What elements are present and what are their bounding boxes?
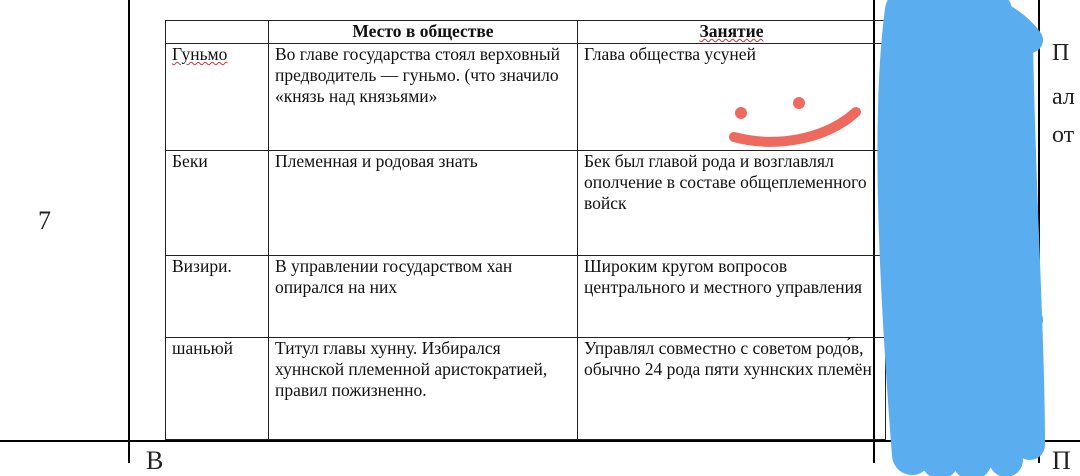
cell-name-text: Гуньмо xyxy=(172,44,228,64)
cell-place: Титул главы хунну. Избирался хуннской племенной аристократией, правил пожизненно. xyxy=(269,338,578,440)
right-fragment-1: П xyxy=(1052,40,1070,66)
bottom-fragment-2: П xyxy=(1052,446,1071,475)
bottom-fragment-1: В xyxy=(146,446,164,475)
cell-place: В управлении государством хан опирался на них xyxy=(269,256,578,338)
blue-scribble xyxy=(897,5,1030,460)
cell-role: Широким кругом вопросов центрального и местного управления xyxy=(578,256,886,338)
cell-name: шаньюй xyxy=(166,338,269,440)
cell-place: Во главе государства стоял верховный предводитель — гуньмо. (что значило «князь над князьями» xyxy=(269,44,578,151)
cell-role: Глава общества усуней xyxy=(578,44,886,151)
cell-place: Племенная и родовая знать xyxy=(269,151,578,256)
row-number: 7 xyxy=(38,206,51,235)
cell-role: Бек был главой рода и возглавлял ополчение в составе общеплеменного войск xyxy=(578,151,886,256)
cell-name: Визири. xyxy=(166,256,269,338)
cell-name: Беки xyxy=(166,151,269,256)
header-place: Место в обществе xyxy=(269,21,578,44)
header-role-text: Занятие xyxy=(699,21,764,41)
right-fragment-2: ал xyxy=(1052,84,1075,110)
cell-role: Управлял совместно с советом родо́в, обычно 24 рода пяти хуннских племён xyxy=(578,338,886,440)
right-fragment-3: от xyxy=(1052,122,1075,148)
smiley-drawing xyxy=(734,97,856,142)
